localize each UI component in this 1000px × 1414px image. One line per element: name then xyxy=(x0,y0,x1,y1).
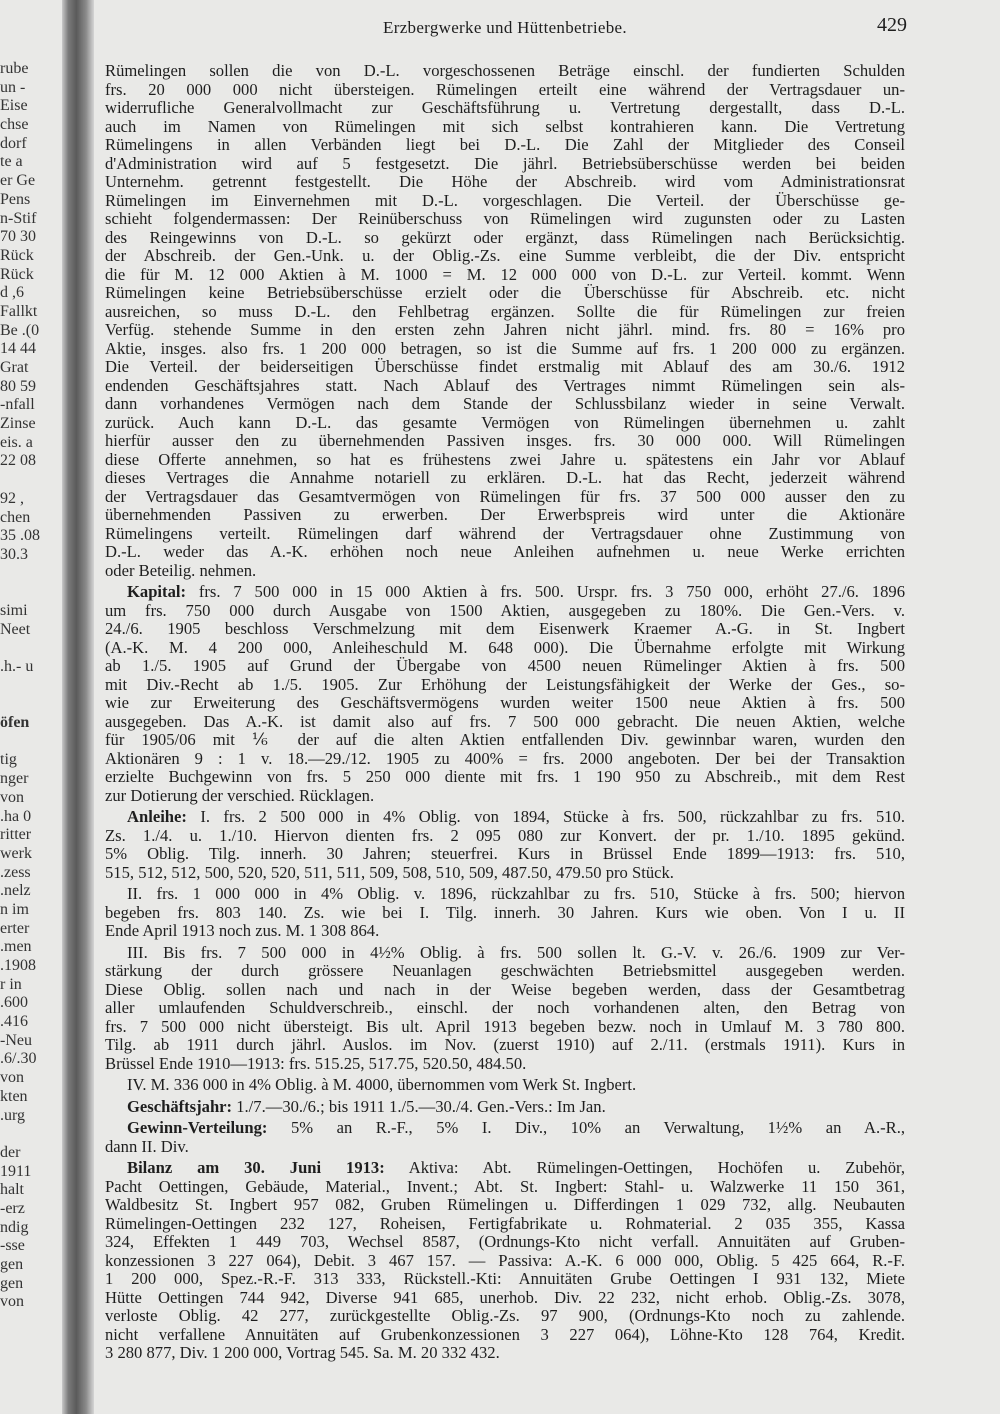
margin-fragment: 59 80 xyxy=(0,377,36,395)
margin-fragment xyxy=(0,695,62,714)
text-line xyxy=(105,488,905,507)
margin-fragment: 600. xyxy=(0,994,28,1012)
text-line xyxy=(105,676,905,695)
margin-fragment: er Ge xyxy=(0,172,36,190)
line-text: I. frs. 2 500 000 in 4% Oblig. von 1894, Stücke à frs. 500, rückzahlbar zu frs. 510. xyxy=(186,807,905,826)
text-line xyxy=(105,922,905,941)
section-heading: Kapital: xyxy=(127,582,187,601)
text-line xyxy=(105,432,905,451)
line-text: die für M. 12 000 Aktien à M. 1000 = M. 12 000 000 von D.-L. zur Verteil. kommt. Wenn xyxy=(105,264,905,284)
text-line xyxy=(105,981,905,1000)
margin-fragment: 30./6. xyxy=(0,1050,37,1068)
text-line xyxy=(105,118,905,137)
line-text: Zs. 1./4. u. 1./10. Hiervon dienten frs. 2 095 080 zur Konvert. der pr. 1./10. 1895 gekünd. xyxy=(105,825,905,845)
text-line xyxy=(105,321,905,340)
text-line xyxy=(105,62,905,81)
line-text: um frs. 750 000 durch Ausgabe von 1500 Aktien, ausgegeben zu 180%. Die Gen.-Vers. v. xyxy=(105,600,905,620)
page-header xyxy=(105,14,905,42)
line-text: des Reingewinns von D.-L. so gekürzt oder ergänzt, dass Rümelingen nach Berücksichtig. xyxy=(105,227,905,247)
margin-fragment: werk xyxy=(0,844,32,862)
margin-fragment: zess. xyxy=(0,863,31,881)
line-text: endenden Geschäftsjahres statt. Nach Ablauf des Vertrages nimmt Rümelingen sein als- xyxy=(105,375,905,395)
line-text: (A.-K. M. 4 200 000, Anleiheschuld M. 648 000). Die Übernahme erfolgte mit Wirkung xyxy=(105,637,905,657)
text-line xyxy=(105,1018,905,1037)
text-line xyxy=(105,944,905,963)
line-text: Aktionären 9 : 1 v. 18.—29./12. 1905 zu 400% = frs. 2000 angeboten. Der bei der Transaktion xyxy=(105,748,905,768)
line-text: ausreichen, so muss D.-L. den Fehlbetrag ergänzen. Sollte die für Rümelingen zur freien xyxy=(105,301,905,321)
margin-fragment: 1908. xyxy=(0,957,36,974)
line-text: zurück. Auch kann D.-L. das gesamte Vermögen von Rümelingen übernehmen u. zahlt xyxy=(105,412,905,432)
margin-fragment: 08 22 xyxy=(0,452,36,470)
margin-fragment: kten xyxy=(0,1087,28,1105)
text-line xyxy=(105,864,905,883)
line-text: 3 280 877, Div. 1 200 000, Vortrag 545. Sa. M. 20 332 432. xyxy=(105,1343,500,1362)
margin-fragment: urg. xyxy=(0,1106,26,1124)
text-line xyxy=(105,395,905,414)
text-line xyxy=(105,377,905,396)
text-line xyxy=(105,583,905,602)
text-line xyxy=(105,266,905,285)
margin-fragment: erter xyxy=(0,919,30,937)
margin-fragment: gen xyxy=(0,1274,24,1292)
margin-fragment xyxy=(0,583,62,602)
line-text: Unternehm. getrennt festgestellt. Die Höhe der Abschreib. wird vom Administrationsrat xyxy=(105,172,905,191)
text-line xyxy=(105,904,905,923)
text-line xyxy=(105,845,905,864)
text-line xyxy=(105,1326,905,1345)
line-text: d'Administration wird auf 5 festgesetzt. Die jährl. Betriebsüberschüsse werden bei beiden xyxy=(105,153,905,173)
section-heading: Anleihe: xyxy=(127,807,187,826)
line-text: mit Div.-Recht ab 1./5. 1905. Zur Erhöhung der Leistungsfähigkeit der Werke der Ges., so- xyxy=(105,674,905,694)
margin-fragment: 0). Be xyxy=(0,321,40,339)
margin-fragment xyxy=(0,471,62,490)
line-text: Aktiva: Abt. Rümelingen-Oettingen, Hochöfen u. Zubehör, xyxy=(384,1158,905,1177)
text-line xyxy=(105,303,905,322)
line-text: frs. 7 500 000 in 15 000 Aktien à frs. 500. Urspr. frs. 3 750 000, erhöht 27./6. 1896 xyxy=(186,582,905,601)
line-text: Hütte Oettingen 744 942, Diverse 941 685, unerhob. Div. 22 232, nicht erhob. Oblig.-Zs. 3078, xyxy=(105,1287,905,1307)
line-text: stärkung der durch grössere Neuanlagen geschwächten Betriebsmittel ausgegeben werden. xyxy=(105,961,905,980)
line-text: widerrufliche Generalvollmacht zur Geschäftsführung u. Vertretung dergestallt, dass D.-L. xyxy=(105,98,905,117)
text-line xyxy=(105,1270,905,1289)
section-heading: Gewinn-Verteilung: xyxy=(127,1118,268,1137)
text-line xyxy=(105,1055,905,1074)
line-text: 1./7.—30./6.; bis 1911 1./5.—30./4. Gen.-Vers.: Im Jan. xyxy=(232,1096,606,1116)
line-text: 5% an R.-F., 5% I. Div., 10% an Verwaltung, 1½% an A.-R., xyxy=(267,1118,905,1137)
line-text: dann vorhandenes Vermögen nach dem Stande der Schlussbilanz wieder in seine Verwalt. xyxy=(105,394,905,413)
margin-fragment: nelz. xyxy=(0,882,31,900)
margin-fragment: eis. a xyxy=(0,433,33,451)
paragraph xyxy=(105,62,905,580)
line-text: erzielte Buchgewinn von frs. 5 250 000 diente mit frs. 1 190 950 zu Abschreib., mit dem Rest xyxy=(105,767,905,786)
line-text: hierfür ausser den zu übernehmenden Passiven insges. frs. 30 000 000. Will Rümelingen xyxy=(105,431,905,450)
margin-fragment: 08. 35 xyxy=(0,527,40,545)
margin-fragment: 6, d xyxy=(0,284,24,302)
text-line xyxy=(105,284,905,303)
margin-fragment: Pens xyxy=(0,190,31,208)
line-text: oder Beteilig. nehmen. xyxy=(105,560,257,580)
line-text: zur Dotierung der verschied. Rücklagen. xyxy=(105,785,375,805)
text-line xyxy=(105,543,905,562)
margin-fragment: Neet xyxy=(0,620,31,638)
text-line xyxy=(105,210,905,229)
line-text: frs. 7 500 000 nicht übersteigt. Bis ult. April 1913 begeben bezw. noch in Umlauf M. 3 780 800. xyxy=(105,1016,905,1036)
margin-fragment: 30 70 xyxy=(0,228,36,246)
margin-fragment: der xyxy=(0,1143,21,1161)
margin-fragment: 44 14 xyxy=(0,340,36,358)
line-text: Waldbesitz St. Ingbert 957 082, Gruben Rümelingen u. Differdingen 1 029 732, allg. Neubauten xyxy=(105,1195,905,1214)
text-line xyxy=(105,340,905,359)
text-line xyxy=(105,1215,905,1234)
line-text: Rümelingen-Oettingen 232 127, Roheisen, Fertigfabrikate u. Rohmaterial. 2 035 355, Kassa xyxy=(105,1213,905,1233)
text-line xyxy=(105,657,905,676)
line-text: 515, 512, 512, 500, 520, 520, 511, 511, 509, 508, 510, 509, 487.50, 479.50 pro Stück. xyxy=(105,862,674,882)
text-line xyxy=(105,81,905,100)
margin-fragment: r in xyxy=(0,975,22,993)
line-text: konzessionen 3 227 064), Debit. 3 467 157. — Passiva: A.-K. 6 000 000, Oblig. 5 425 664, R.-F. xyxy=(105,1250,905,1270)
line-text: 324, Effekten 1 449 703, Wechsel 8587, (Ordnungs-Kto nicht verfall. Annuitäten auf Gruben- xyxy=(105,1232,905,1251)
margin-fragment xyxy=(0,639,62,658)
text-line xyxy=(105,1252,905,1271)
text-line xyxy=(105,1196,905,1215)
line-text: Ende April 1913 noch zus. M. 1 308 864. xyxy=(105,921,380,940)
text-line xyxy=(105,451,905,470)
paragraph xyxy=(105,944,905,1074)
margin-fragment: ndig xyxy=(0,1218,29,1236)
line-text: diese Offerte annehmen, so hat es frühestens zwei Jahre u. spätestens ein Jahr vor Ablauf xyxy=(105,449,905,469)
line-text: verloste Oblig. 42 277, zurückgestellte Oblig.-Zs. 97 900, (Ordnungs-Kto noch zu zahlende. xyxy=(105,1306,905,1325)
margin-fragment: n im xyxy=(0,900,29,918)
line-text: nicht verfallene Annuitäten auf Grubenkonzessionen 3 227 064), Löhne-Kto 128 764, Kredit. xyxy=(105,1324,905,1344)
margin-fragment: tig xyxy=(0,751,17,769)
margin-fragment: te a xyxy=(0,153,23,171)
line-text: begeben frs. 803 140. Zs. wie bei I. Tilg. innerh. 30 Jahren. Kurs wie oben. Von I u. II xyxy=(105,902,905,922)
running-title: Erzbergwerke und Hüttenbetriebe. xyxy=(383,18,627,37)
margin-fragment xyxy=(0,677,62,696)
margin-fragment: halt xyxy=(0,1181,24,1199)
margin-fragment: Zinse xyxy=(0,415,36,433)
line-text: dieses Vertrages die Annahme notariell zu erklären. D.-L. hat das Recht, jederzeit während xyxy=(105,468,905,487)
body-text xyxy=(105,62,905,1366)
text-line xyxy=(105,1307,905,1326)
text-line xyxy=(105,192,905,211)
text-line xyxy=(105,1076,905,1095)
line-text: ausgegeben. Das A.-K. ist damit also auf frs. 7 500 000 gebracht. Die neuen Aktien, welche xyxy=(105,711,905,731)
text-line xyxy=(105,173,905,192)
line-text: 5% Oblig. Tilg. innerh. 30 Jahren; steuerfrei. Kurs in Brüssel Ende 1899—1913: frs. 510, xyxy=(105,844,905,863)
text-line xyxy=(105,99,905,118)
line-text: II. frs. 1 000 000 in 4% Oblig. v. 1896, rückzahlbar zu frs. 510, Stücke à frs. 500; hiervon xyxy=(127,884,905,903)
line-text: IV. M. 336 000 in 4% Oblig. à M. 4000, übernommen vom Werk St. Ingbert. xyxy=(127,1075,637,1094)
margin-fragment: - un xyxy=(0,78,26,96)
paragraph xyxy=(105,1098,905,1117)
text-line xyxy=(105,506,905,525)
margin-fragment: simi xyxy=(0,601,28,619)
text-line xyxy=(105,1138,905,1157)
text-line xyxy=(105,1289,905,1308)
text-line xyxy=(105,768,905,787)
text-line xyxy=(105,1178,905,1197)
line-text: Rümelingens verteilt. Rümelingen darf während der Vertragsdauer ohne Zustimmung von xyxy=(105,523,905,543)
margin-fragment: gen xyxy=(0,1256,24,1273)
margin-fragment: erz- xyxy=(0,1199,25,1217)
text-line xyxy=(105,247,905,266)
line-text: Verfüg. stehende Summe in den ersten zehn Jahren nicht jährl. mind. frs. 80 = 16% pro xyxy=(105,320,905,339)
margin-fragment xyxy=(0,1125,62,1144)
line-text: Diese Oblig. sollen nach und nach in der Weise begeben werden, dass der Gesamtbetrag xyxy=(105,979,905,999)
text-line xyxy=(105,694,905,713)
margin-fragment: nfall- xyxy=(0,396,35,414)
margin-fragment: Fallkt xyxy=(0,302,38,320)
text-line xyxy=(105,999,905,1018)
line-text: Aktie, insges. also frs. 1 200 000 betragen, so ist die Summe auf frs. 1 200 000 zu ergänzen. xyxy=(105,338,905,358)
text-line xyxy=(105,827,905,846)
text-line xyxy=(105,562,905,581)
line-text: ab 1./5. 1905 auf Grund der Übergabe von 4500 neuen Rümelinger Aktien à frs. 500 xyxy=(105,656,905,675)
margin-fragment: 1911 xyxy=(0,1162,32,1180)
text-line xyxy=(105,808,905,827)
line-text: 1 200 000, Spez.-R.-F. 313 333, Rückstell.-Kti: Annuitäten Grube Oettingen I 931 132, Miete xyxy=(105,1269,905,1288)
margin-fragment: 416. xyxy=(0,1013,28,1031)
margin-fragment: Eise xyxy=(0,97,28,115)
margin-fragment: Rück xyxy=(0,265,34,283)
text-line xyxy=(105,469,905,488)
margin-fragment: chse xyxy=(0,116,29,134)
text-line xyxy=(105,1233,905,1252)
section-heading: Geschäftsjahr: xyxy=(127,1096,233,1116)
text-line xyxy=(105,713,905,732)
text-line xyxy=(105,229,905,248)
line-text: Brüssel Ende 1910—1913: frs. 515.25, 517.75, 520.50, 484.50. xyxy=(105,1053,527,1073)
line-text: der Abschreib. der Gen.-Unk. u. der Oblig.-Zs. eine Summe verbleibt, die der Div. entspricht xyxy=(105,246,905,265)
text-line xyxy=(105,358,905,377)
line-text: Rümelingen keine Betriebsüberschüsse erzielt oder die Überschüsse für Abschreib. etc. nicht xyxy=(105,283,905,302)
paragraph xyxy=(105,1076,905,1095)
line-text: III. Bis frs. 7 500 000 in 4½% Oblig. à frs. 500 sollen lt. G.-V. v. 26./6. 1909 zur Ver- xyxy=(127,942,905,962)
line-text: Die Verteil. der beiderseitigen Überschüsse findet erstmalig mit Ablauf des am 30./6. 1912 xyxy=(105,357,905,376)
line-text: Rümelingen sollen die von D.-L. vorgeschossenen Beträge einschl. der fundierten Schulden xyxy=(105,61,905,80)
line-text: für 1905/06 mit ⅙ der auf die alten Aktien entfallenden Div. gewinnbar waren, wurden den xyxy=(105,730,905,749)
line-text: 24./6. 1905 beschloss Verschmelzung mit dem Eisenwerk Kraemer A.-G. in St. Ingbert xyxy=(105,619,905,638)
line-text: Rümelingens in allen Verbänden liegt bei D.-L. Die Zahl der Mitglieder des Conseil xyxy=(105,135,905,154)
line-text: auch im Namen von Rümelingen mit sich selbst kontrahieren kann. Die Vertretung xyxy=(105,116,905,136)
margin-fragment: sse- xyxy=(0,1237,25,1255)
line-text: frs. 20 000 000 nicht übersteigen. Rümelingen erteilt eine während der Vertragsdauer un- xyxy=(105,79,905,99)
book-gutter xyxy=(62,0,94,1414)
text-line xyxy=(105,136,905,155)
paragraph xyxy=(105,1159,905,1363)
section-heading: Bilanz am 30. Juni 1913: xyxy=(127,1158,385,1177)
line-text: Rümelingen im Einvernehmen mit D.-L. vorgeschlagen. Die Verteil. der Überschüsse ge- xyxy=(105,190,905,210)
margin-fragment: chen xyxy=(0,508,31,526)
text-line xyxy=(105,639,905,658)
line-text: Tilg. ab 1911 durch jährl. Auslos. im Nov. (zuerst 1910) auf 2./11. (erstmals 1911). Kurs in xyxy=(105,1035,905,1054)
margin-fragment: öfen xyxy=(0,714,30,732)
margin-fragment: 30.3 xyxy=(0,545,28,563)
text-line xyxy=(105,731,905,750)
text-line xyxy=(105,962,905,981)
line-text: D.-L. weder das A.-K. erhöhen noch neue Anleihen aufnehmen u. neue Werke errichten xyxy=(105,542,905,561)
margin-fragment: Neu- xyxy=(0,1031,32,1049)
text-line xyxy=(105,787,905,806)
line-text: aller umlaufenden Schuldverschreib., einschl. der noch vorhandenen alten, den Betrag von xyxy=(105,998,905,1017)
text-line xyxy=(105,602,905,621)
text-line xyxy=(105,620,905,639)
margin-fragment: h.- u. xyxy=(0,658,34,675)
line-text: schieht folgendermassen: Der Reinüberschuss von Rümelingen wird zugunsten oder zu Lasten xyxy=(105,209,905,228)
previous-page-margin xyxy=(0,60,62,1312)
text-line xyxy=(105,885,905,904)
text-line xyxy=(105,1119,905,1138)
margin-fragment: von xyxy=(0,788,24,806)
line-text: wie zur Erweiterung des Geschäftsvermögens wurden weiter 1500 neue Aktien à frs. 500 xyxy=(105,693,905,712)
text-line xyxy=(105,414,905,433)
margin-fragment xyxy=(0,565,62,584)
margin-fragment: 0 ha. xyxy=(0,807,32,825)
paragraph xyxy=(105,583,905,805)
paragraph xyxy=(105,1119,905,1156)
text-line xyxy=(105,750,905,769)
margin-fragment xyxy=(0,733,62,752)
page-number: 429 xyxy=(877,14,907,36)
text-line xyxy=(105,525,905,544)
margin-fragment: , 92 xyxy=(0,489,24,507)
margin-fragment: Rück xyxy=(0,246,34,264)
margin-fragment: n-Stif xyxy=(0,209,37,227)
paragraph xyxy=(105,808,905,882)
line-text: dann II. Div. xyxy=(105,1136,189,1156)
line-text: übernehmenden Passiven zu erwerben. Der Erwerbspreis wird unter die Aktionäre xyxy=(105,505,905,524)
margin-fragment: ritter xyxy=(0,826,32,844)
text-line xyxy=(105,155,905,174)
margin-fragment: nger xyxy=(0,770,29,788)
paragraph xyxy=(105,885,905,941)
text-line xyxy=(105,1098,905,1117)
line-text: Pacht Oettingen, Gebäude, Material., Invent.; Abt. St. Ingbert: Stahl- u. Walzwerke 11 150 361, xyxy=(105,1176,905,1196)
text-line xyxy=(105,1036,905,1055)
margin-fragment: Grat xyxy=(0,359,29,376)
margin-fragment: dorf xyxy=(0,134,27,152)
margin-fragment: men. xyxy=(0,938,32,956)
margin-fragment: von xyxy=(0,1069,24,1087)
line-text: der Vertragsdauer das Gesamtvermögen von Rümelingen für frs. 37 500 000 ausser den zu xyxy=(105,486,905,506)
text-line xyxy=(105,1159,905,1178)
text-line xyxy=(105,1344,905,1363)
margin-fragment: von xyxy=(0,1293,24,1311)
margin-fragment: rube xyxy=(0,60,29,77)
